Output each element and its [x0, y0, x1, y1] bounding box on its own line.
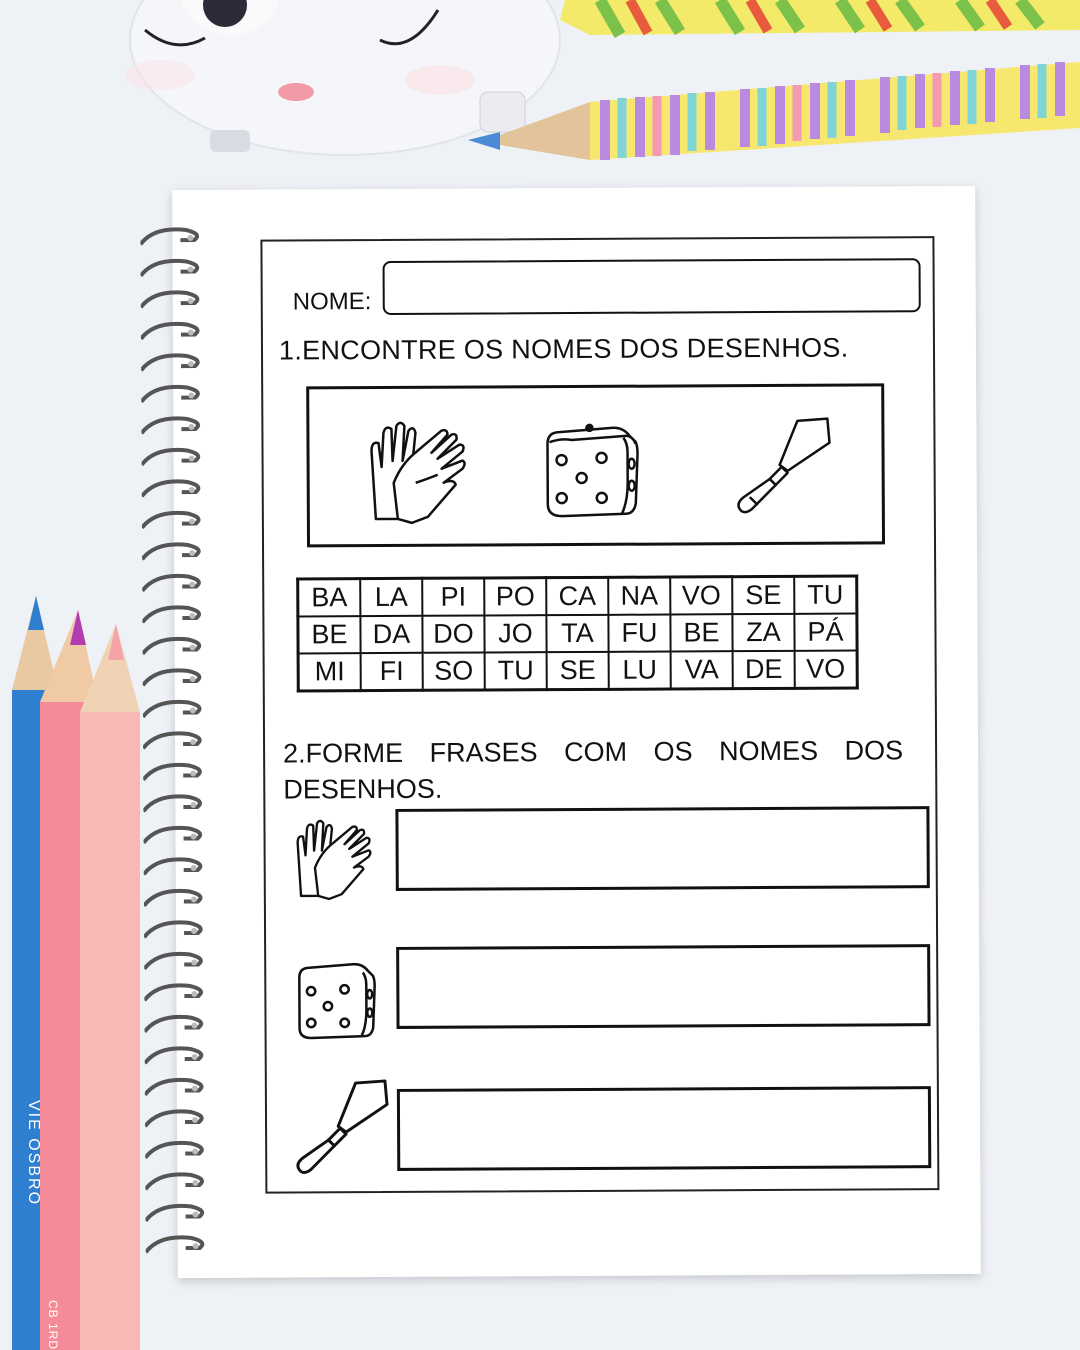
spiral-hole — [191, 865, 197, 871]
syllable-cell: PI — [422, 578, 484, 616]
syllable-cell: PÁ — [794, 614, 857, 651]
question-2-title: 2.FORME FRASES COM OS NOMES DOS DESENHOS. — [283, 735, 904, 805]
syllable-cell: FU — [608, 615, 670, 652]
syllable-cell: MI — [298, 653, 361, 691]
spiral-hole — [192, 1085, 198, 1091]
trowel-icon — [735, 417, 834, 516]
figurine — [125, 0, 560, 155]
syllable-cell: PO — [484, 578, 546, 616]
spiral-hole — [192, 1117, 198, 1123]
syllable-cell: BE — [298, 616, 361, 653]
spiral-hole — [189, 613, 195, 619]
syllable-cell: BE — [670, 614, 732, 651]
trowel-icon — [295, 1079, 392, 1176]
answer-field-dice[interactable] — [396, 944, 930, 1029]
spiral-hole — [190, 802, 196, 808]
syllable-row — [298, 651, 857, 691]
spiral-hole — [191, 896, 197, 902]
syllable-cell: LA — [360, 578, 422, 616]
spiral-hole — [189, 455, 195, 461]
pencil-top-1 — [560, 0, 1080, 35]
answer-row-trowel — [295, 1086, 935, 1179]
syllable-table — [296, 575, 859, 693]
syllable-cell: TU — [794, 576, 857, 614]
syllable-cell: VA — [671, 651, 733, 689]
answer-row-gloves — [293, 806, 933, 899]
syllable-cell: SE — [732, 576, 794, 614]
pencil-light-pink — [80, 624, 140, 1350]
spiral-hole — [188, 266, 194, 272]
spiral-hole — [190, 707, 196, 713]
spiral-hole — [192, 1054, 198, 1060]
spiral-hole — [189, 487, 195, 493]
spiral-hole — [188, 424, 194, 430]
syllable-cell: VO — [795, 651, 858, 689]
spiral-hole — [188, 361, 194, 367]
spiral-binding — [140, 220, 215, 1260]
syllable-cell: DA — [360, 616, 422, 653]
syllable-cell: CA — [546, 577, 608, 615]
spiral-hole — [189, 581, 195, 587]
spiral-hole — [190, 770, 196, 776]
spiral-hole — [188, 329, 194, 335]
worksheet-frame — [260, 236, 939, 1194]
syllable-cell: LU — [609, 652, 671, 690]
spiral-hole — [190, 739, 196, 745]
syllable-cell: TU — [485, 652, 547, 690]
spiral-hole — [188, 298, 194, 304]
pencil-code-text: CB 1RD — [46, 1300, 60, 1350]
spiral-hole — [189, 518, 195, 524]
spiral-hole — [190, 644, 196, 650]
gloves-icon — [293, 819, 373, 901]
spiral-hole — [192, 1022, 198, 1028]
pencil-brand-text: VIE OSBRO — [25, 1100, 42, 1207]
question-1-title: 1.ENCONTRE OS NOMES DOS DESENHOS. — [278, 332, 849, 366]
spiral-hole — [188, 392, 194, 398]
spiral-hole — [193, 1211, 199, 1217]
syllable-cell: SO — [423, 652, 485, 690]
syllable-cell: NA — [608, 577, 670, 615]
syllable-cell: JO — [484, 615, 546, 652]
gloves-icon — [367, 421, 468, 527]
syllable-row — [298, 576, 857, 616]
spiral-hole — [190, 676, 196, 682]
syllable-cell: DE — [733, 651, 795, 689]
syllable-cell: TA — [546, 615, 608, 652]
spiral-hole — [191, 833, 197, 839]
nome-label: NOME: — [292, 288, 372, 316]
syllable-cell: FI — [361, 653, 423, 691]
syllable-cell: BA — [298, 579, 361, 617]
spiral-hole — [193, 1243, 199, 1249]
spiral-hole — [192, 1180, 198, 1186]
pencil-top-2 — [468, 62, 1080, 160]
spiral-hole — [189, 550, 195, 556]
pictures-box — [306, 383, 885, 547]
spiral-hole — [187, 235, 193, 241]
spiral-hole — [192, 1148, 198, 1154]
syllable-cell: DO — [422, 615, 484, 652]
answer-row-dice — [294, 944, 934, 1037]
dice-icon — [294, 959, 376, 1041]
dice-icon — [541, 422, 640, 521]
answer-field-gloves[interactable] — [395, 806, 929, 891]
syllable-cell: VO — [670, 577, 732, 615]
spiral-hole — [191, 959, 197, 965]
syllable-cell: ZA — [732, 614, 794, 651]
syllable-cell: SE — [547, 652, 609, 690]
nome-field[interactable] — [383, 258, 921, 315]
notebook — [172, 186, 981, 1278]
syllable-row — [298, 614, 857, 654]
spiral-hole — [191, 928, 197, 934]
answer-field-trowel[interactable] — [397, 1086, 931, 1171]
spiral-hole — [191, 991, 197, 997]
